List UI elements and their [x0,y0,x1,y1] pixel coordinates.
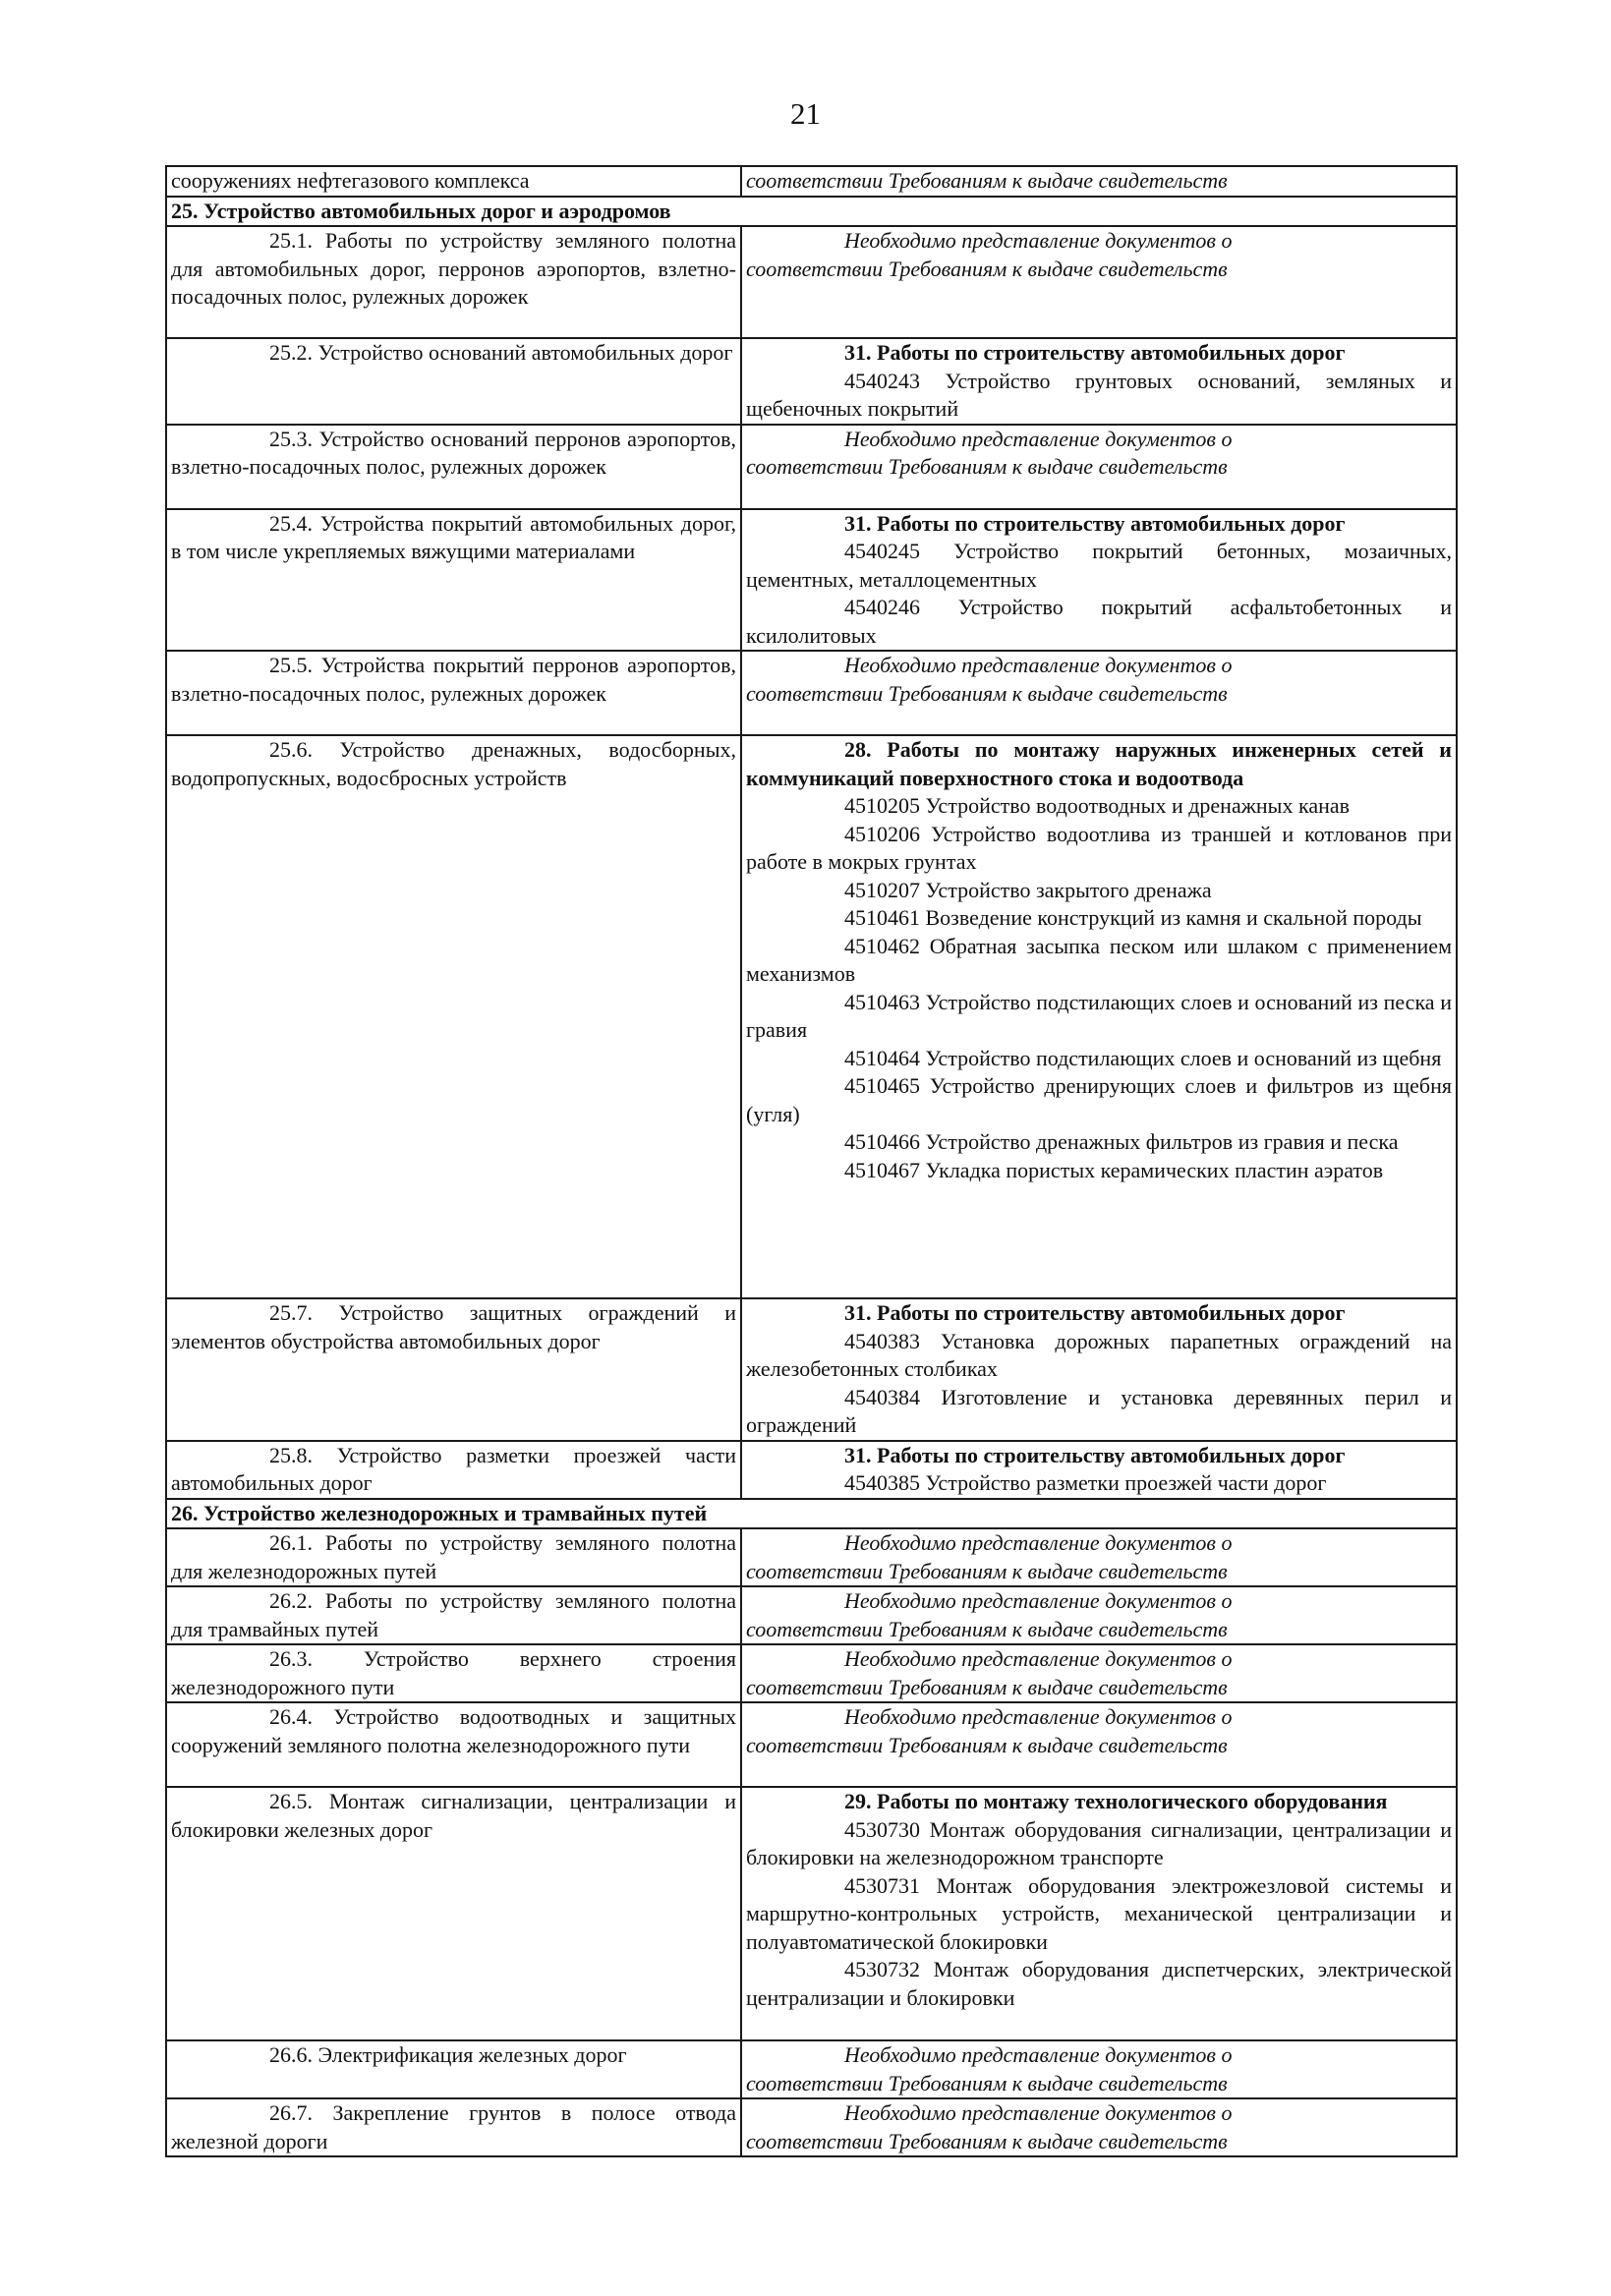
work-type-cell: 25.6. Устройство дренажных, водосборных, водопропускных, водосбросных устройств [166,735,741,1298]
work-group-heading: 31. Работы по строительству автомобильных дорог [844,510,1346,536]
requirement-text: Необходимо представление документов о [844,1588,1233,1613]
section-title: 26. Устройство железнодорожных и трамвайных путей [166,1499,1457,1529]
work-group-heading: 31. Работы по строительству автомобильных дорог [844,1442,1346,1467]
table-row [166,2040,1457,2098]
work-type-cell: 26.1. Работы по устройству земляного полотна для железнодорожных путей [166,1528,741,1586]
table-row [166,1702,1457,1787]
requirement-text: соответствии Требованиям к выдаче свидетельств [746,1732,1228,1757]
requirement-text: соответствии Требованиям к выдаче свидетельств [746,680,1228,706]
work-group-heading: 29. Работы по монтажу технологического оборудования [844,1789,1388,1813]
requirement-text: соответствии Требованиям к выдаче свидетельств [746,256,1228,281]
requirement-text: соответствии Требованиям к выдаче свидетельств [746,2070,1228,2095]
page-number: 21 [790,96,821,131]
table-row [166,1787,1457,2040]
table-row [166,735,1457,1298]
document-requirement-cell [741,509,1457,652]
table-row [166,425,1457,509]
document-requirement-cell [741,1644,1457,1702]
work-code-item: 4510461 Возведение конструкций из камня и скальной породы [844,905,1422,930]
work-code-item: 4510207 Устройство закрытого дренажа [844,877,1212,902]
section-header-row [166,1499,1457,1529]
requirement-text: соответствии Требованиям к выдаче свидетельств [746,1616,1228,1641]
work-code-item: 4510465 Устройство дренирующих слоев и фильтров из щебня (угля) [746,1073,1452,1126]
document-requirement-cell [741,651,1457,735]
document-requirement-cell [741,2040,1457,2098]
work-group-heading: 31. Работы по строительству автомобильных дорог [844,1300,1346,1325]
requirement-text: Необходимо представление документов о [844,228,1233,253]
work-code-item: 4510464 Устройство подстилающих слоев и оснований из щебня [844,1045,1442,1070]
table-row [166,2098,1457,2156]
document-requirement-cell [741,1586,1457,1644]
work-type-cell: 26.2. Работы по устройству земляного полотна для трамвайных путей [166,1586,741,1644]
requirement-text: Необходимо представление документов о [844,1646,1233,1671]
document-requirement-cell [741,1441,1457,1499]
requirement-text: Необходимо представление документов о [844,2100,1233,2125]
work-code-item: 4540385 Устройство разметки проезжей части дорог [844,1470,1327,1495]
work-code-item: 4540245 Устройство покрытий бетонных, мозаичных, цементных, металлоцементных [746,539,1452,592]
work-code-item: 4510462 Обратная засыпка песком или шлаком с применением механизмов [746,933,1452,986]
work-code-item: 4510206 Устройство водоотлива из траншей и котлованов при работе в мокрых грунтах [746,821,1452,874]
document-requirement-cell [741,1528,1457,1586]
requirement-text: соответствии Требованиям к выдаче свидетельств [746,1558,1228,1583]
document-requirement-cell: соответствии Требованиям к выдаче свидетельств [741,166,1457,197]
work-code-item: 4530730 Монтаж оборудования сигнализации, централизации и блокировки на железнодорожном транспорте [746,1816,1452,1869]
work-group-heading: 28. Работы по монтажу наружных инженерных сетей и коммуникаций поверхностного стока и водоотвода [746,737,1452,790]
work-type-cell: сооружениях нефтегазового комплекса [166,166,741,197]
work-type-cell: 26.4. Устройство водоотводных и защитных сооружений земляного полотна железнодорожного пути [166,1702,741,1787]
section-header-row [166,197,1457,227]
table-row [166,1586,1457,1644]
work-code-item: 4530731 Монтаж оборудования электрожезловой системы и маршрутно-контрольных устройств, механической централизации и полуавтоматической блокировки [746,1872,1452,1954]
work-type-cell: 25.8. Устройство разметки проезжей части автомобильных дорог [166,1441,741,1499]
document-requirement-cell [741,226,1457,338]
requirement-text: соответствии Требованиям к выдаче свидетельств [746,2128,1228,2153]
document-requirement-cell [741,735,1457,1298]
work-type-cell: 25.2. Устройство оснований автомобильных дорог [166,338,741,425]
table-row [166,1298,1457,1441]
work-type-cell: 25.5. Устройства покрытий перронов аэропортов, взлетно-посадочных полос, рулежных дорожек [166,651,741,735]
document-requirement-cell [741,425,1457,509]
table-row [166,166,1457,197]
work-code-item: 4510467 Укладка пористых керамических пластин аэратов [844,1157,1384,1182]
work-code-item: 4540383 Установка дорожных парапетных ограждений на железобетонных столбиках [746,1328,1452,1381]
table-row [166,509,1457,652]
work-code-item: 4540246 Устройство покрытий асфальтобетонных и ксилолитовых [746,595,1452,648]
document-requirement-cell [741,2098,1457,2156]
section-title: 25. Устройство автомобильных дорог и аэродромов [166,197,1457,227]
requirement-text: Необходимо представление документов о [844,2042,1233,2067]
table-row [166,651,1457,735]
document-requirement-cell [741,338,1457,425]
requirement-text: Необходимо представление документов о [844,1704,1233,1729]
table-row [166,1644,1457,1702]
table-row [166,1441,1457,1499]
work-group-heading: 31. Работы по строительству автомобильных дорог [844,340,1346,365]
requirement-text: соответствии Требованиям к выдаче свидетельств [746,1674,1228,1699]
table-row [166,1528,1457,1586]
work-code-item: 4510205 Устройство водоотводных и дренажных канав [844,793,1351,818]
table-row [166,226,1457,338]
work-type-cell: 26.7. Закрепление грунтов в полосе отвода железной дороги [166,2098,741,2156]
work-type-cell: 25.4. Устройства покрытий автомобильных дорог, в том числе укрепляемых вяжущими материалами [166,509,741,652]
work-code-item: 4540243 Устройство грунтовых оснований, земляных и щебеночных покрытий [746,368,1452,421]
requirement-text: Необходимо представление документов о [844,1530,1233,1555]
work-type-cell: 25.7. Устройство защитных ограждений и элементов обустройства автомобильных дорог [166,1298,741,1441]
requirement-text: Необходимо представление документов о [844,426,1233,451]
work-type-cell: 26.5. Монтаж сигнализации, централизации и блокировки железных дорог [166,1787,741,2040]
work-type-cell: 25.3. Устройство оснований перронов аэропортов, взлетно-посадочных полос, рулежных дорожек [166,425,741,509]
work-type-cell: 26.3. Устройство верхнего строения железнодорожного пути [166,1644,741,1702]
table-body [166,166,1457,2156]
document-requirement-cell [741,1298,1457,1441]
requirements-table [165,165,1458,2157]
requirement-text: соответствии Требованиям к выдаче свидетельств [746,454,1228,479]
work-code-item: 4510463 Устройство подстилающих слоев и оснований из песка и гравия [746,989,1452,1042]
work-code-item: 4530732 Монтаж оборудования диспетчерских, электрической централизации и блокировки [746,1957,1452,2010]
document-requirement-cell [741,1702,1457,1787]
requirement-text: Необходимо представление документов о [844,653,1233,677]
table-row [166,338,1457,425]
work-type-cell: 25.1. Работы по устройству земляного полотна для автомобильных дорог, перронов аэропортов, взлетно-посадочных полос, рулежных дорожек [166,226,741,338]
document-requirement-cell [741,1787,1457,2040]
work-type-cell: 26.6. Электрификация железных дорог [166,2040,741,2098]
work-code-item: 4540384 Изготовление и установка деревянных перил и ограждений [746,1384,1452,1437]
work-code-item: 4510466 Устройство дренажных фильтров из гравия и песка [844,1129,1399,1154]
